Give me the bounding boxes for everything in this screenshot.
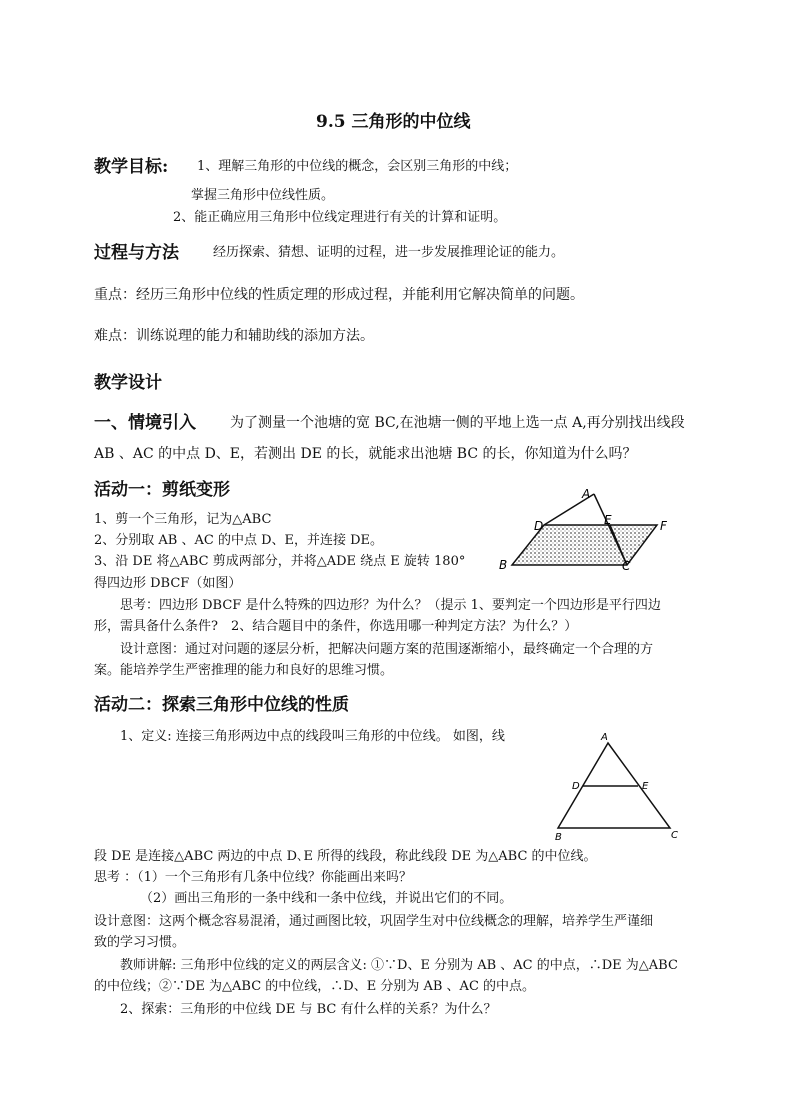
label-d: D bbox=[572, 781, 580, 792]
design-heading: 教学设计 bbox=[94, 373, 162, 393]
section1-line-1: 为了测量一个池塘的宽 BC,在池塘一侧的平地上选一点 A,再分别找出线段 bbox=[230, 415, 685, 431]
activity2-def-1: 1、定义: 连接三角形两边中点的线段叫三角形的中位线。 如图，线 bbox=[120, 729, 505, 744]
objective-line-3: 2、能正确应用三角形中位线定理进行有关的计算和证明。 bbox=[173, 210, 507, 225]
activity2-design-2: 致的学习习惯。 bbox=[94, 935, 186, 950]
section1-heading: 一、情境引入 bbox=[94, 413, 196, 433]
label-a: A bbox=[601, 732, 608, 743]
section1-line-2: AB 、AC 的中点 D、E，若测出 DE 的长，就能求出池塘 BC 的长，你知道为什么吗？ bbox=[94, 446, 637, 462]
activity2-heading: 活动二：探索三角形中位线的性质 bbox=[94, 695, 349, 715]
label-c: C bbox=[671, 830, 678, 841]
objectives-heading: 教学目标: bbox=[94, 157, 169, 177]
objective-line-2: 掌握三角形中位线性质。 bbox=[191, 188, 335, 203]
activity2-think-a: 思考 ：（1）一个三角形有几条中位线？你能画出来吗？ bbox=[94, 870, 412, 885]
label-e: E bbox=[642, 781, 649, 792]
activity1-step-2: 2、分别取 AB 、AC 的中点 D、E，并连接 DE。 bbox=[94, 533, 384, 548]
activity1-heading: 活动一：剪纸变形 bbox=[94, 480, 230, 500]
label-b: B bbox=[555, 832, 562, 843]
process-text: 经历探索、猜想、证明的过程，进一步发展推理论证的能力。 bbox=[213, 245, 565, 260]
key-point: 重点：经历三角形中位线的性质定理的形成过程，并能利用它解决简单的问题。 bbox=[94, 287, 584, 303]
activity1-design-2: 案。能培养学生严密推理的能力和良好的思维习惯。 bbox=[94, 663, 394, 678]
activity2-teacher-2: 的中位线；②∵DE 为△ABC 的中位线，∴D、E 分别为 AB 、AC 的中点。 bbox=[94, 979, 536, 994]
midline-triangle-figure bbox=[550, 730, 690, 844]
activity1-think-1: 思考：四边形 DBCF 是什么特殊的四边形？为什么？（提示 1、要判定一个四边形是平行四边 bbox=[120, 598, 661, 613]
page-title: 9.5 三角形的中位线 bbox=[316, 112, 471, 132]
activity2-explore: 2、探索：三角形的中位线 DE 与 BC 有什么样的关系？为什么？ bbox=[120, 1002, 497, 1017]
activity1-step-1: 1、剪一个三角形，记为△ABC bbox=[94, 512, 272, 527]
activity2-teacher-1: 教师讲解: 三角形中位线的定义的两层含义: ①∵D、E 分别为 AB 、AC 的中点，∴DE 为△ABC bbox=[120, 958, 678, 973]
activity1-think-2: 形，需具备什么条件? 2、结合题目中的条件，你选用哪一种判定方法？为什么？） bbox=[94, 619, 578, 634]
label-b: B bbox=[499, 558, 508, 572]
label-f: F bbox=[660, 519, 667, 533]
activity1-step-3: 3、沿 DE 将△ABC 剪成两部分，并将△ADE 绕点 E 旋转 180° bbox=[94, 554, 466, 569]
label-d: D bbox=[534, 519, 544, 533]
label-a: A bbox=[582, 487, 591, 501]
activity2-def-2: 段 DE 是连接△ABC 两边的中点 D､E 所得的线段，称此线段 DE 为△ABC 的中位线。 bbox=[94, 849, 597, 864]
activity1-step-3b: 得四边形 DBCF（如图） bbox=[94, 576, 242, 591]
objective-line-1: 1、理解三角形的中位线的概念，会区别三角形的中线； bbox=[197, 159, 518, 174]
activity2-design-1: 设计意图：这两个概念容易混淆，通过画图比较，巩固学生对中位线概念的理解，培养学生严谨细 bbox=[94, 914, 654, 929]
process-heading: 过程与方法 bbox=[94, 243, 179, 263]
difficulty: 难点：训练说理的能力和辅助线的添加方法。 bbox=[94, 328, 374, 344]
activity2-think-b: （2）画出三角形的一条中线和一条中位线，并说出它们的不同。 bbox=[140, 891, 513, 906]
parallelogram-figure bbox=[494, 484, 674, 576]
activity1-design-1: 设计意图：通过对问题的逐层分析，把解决问题方案的范围逐渐缩小，最终确定一个合理的方 bbox=[120, 642, 654, 657]
label-e: E bbox=[604, 513, 612, 527]
label-c: C bbox=[622, 559, 631, 573]
